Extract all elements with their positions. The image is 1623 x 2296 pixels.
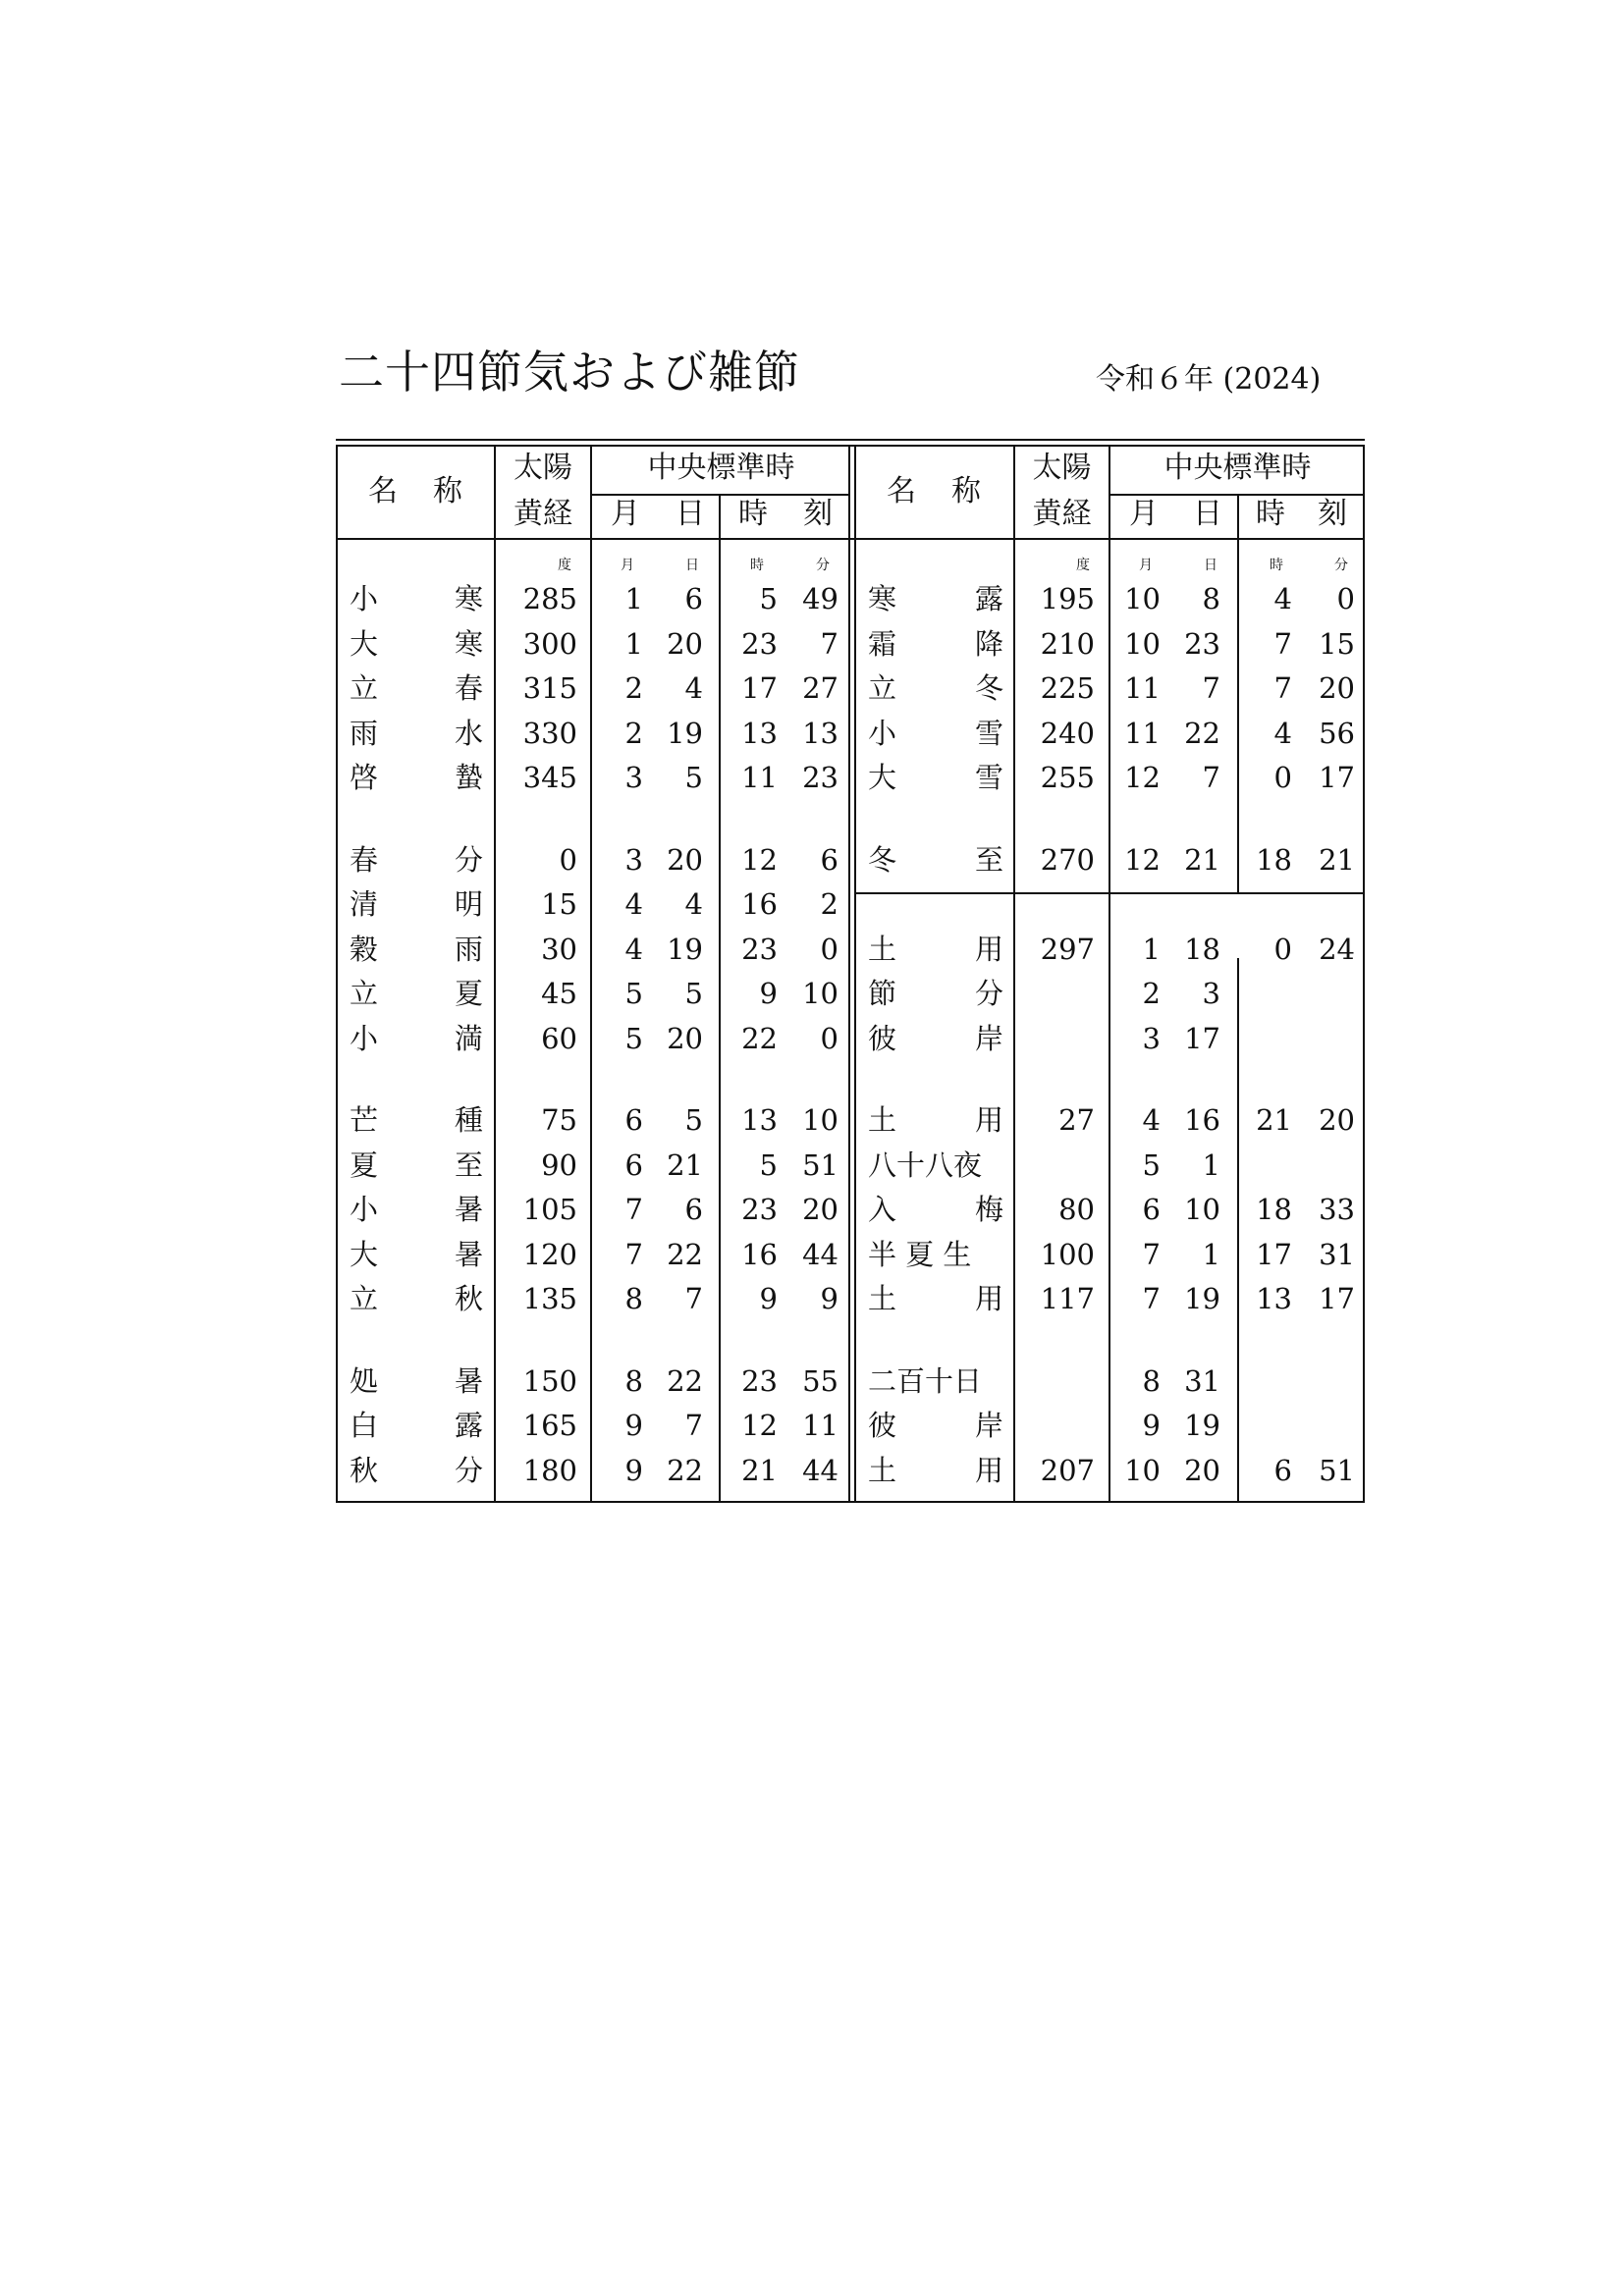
day-value: 20 [667, 1021, 703, 1055]
day-value: 1 [1202, 1148, 1220, 1182]
term-name-1: 寒 [868, 582, 897, 615]
day-value: 22 [1184, 716, 1220, 750]
term-name-1: 白 [350, 1409, 379, 1442]
solar-longitude: 240 [1040, 716, 1095, 750]
term-name-2: 至 [974, 842, 1003, 877]
term-name-1: 雨 [350, 716, 379, 750]
solar-longitude: 270 [1040, 842, 1095, 877]
day-value: 7 [684, 1282, 703, 1315]
minute-value: 51 [802, 1148, 839, 1182]
hour-value [1240, 1022, 1292, 1055]
term-name-1: 入 [868, 1193, 897, 1226]
col-rule [1013, 447, 1015, 1503]
day-value: 5 [684, 761, 703, 794]
day-value: 19 [1184, 1282, 1220, 1315]
term-name-1: 立 [868, 671, 897, 705]
month-value: 12 [1124, 842, 1161, 877]
term-name-2: 暑 [454, 1193, 483, 1226]
solar-longitude [1019, 977, 1095, 1010]
minute-value: 7 [820, 626, 839, 661]
center-double-rule [854, 447, 856, 1503]
month-value: 8 [624, 1363, 643, 1398]
month-value: 2 [624, 716, 643, 750]
term-name-2: 雪 [974, 761, 1003, 794]
day-value: 19 [1184, 1409, 1220, 1442]
page-title: 二十四節気および雑節 [339, 346, 800, 399]
solar-longitude [1019, 1364, 1095, 1398]
solar-longitude: 207 [1040, 1453, 1095, 1487]
minute-value: 55 [802, 1363, 839, 1398]
unit-hour: 時 [1270, 558, 1283, 573]
day-value: 7 [684, 1409, 703, 1442]
minute-value [1299, 1364, 1355, 1398]
term-name-1: 秋 [350, 1453, 379, 1487]
day-value: 8 [1202, 582, 1220, 615]
minute-value: 20 [802, 1193, 839, 1226]
solar-longitude: 210 [1040, 626, 1095, 661]
month-value: 3 [624, 761, 643, 794]
minute-value: 17 [1319, 761, 1355, 794]
term-name-2: 梅 [974, 1193, 1003, 1226]
term-name-1: 芒 [350, 1103, 379, 1137]
month-value: 9 [1142, 1409, 1161, 1442]
minute-value: 44 [802, 1237, 839, 1271]
term-name-1: 小 [350, 1193, 379, 1226]
term-name-1: 土 [868, 1282, 897, 1315]
month-value: 5 [1142, 1148, 1161, 1182]
term-name-1: 穀 [350, 932, 379, 966]
solar-longitude: 15 [541, 887, 577, 921]
table-bottom-rule [336, 1501, 1365, 1503]
minute-value: 31 [1319, 1237, 1355, 1271]
term-name-2: 水 [454, 716, 483, 750]
month-value: 7 [1142, 1237, 1161, 1271]
solar-longitude: 285 [522, 582, 577, 615]
minute-value [1299, 1148, 1355, 1182]
month-value: 6 [1142, 1193, 1161, 1226]
day-value: 4 [684, 671, 703, 705]
month-value: 1 [1142, 932, 1161, 966]
month-value: 5 [624, 977, 643, 1010]
day-value: 20 [667, 626, 703, 661]
minute-value: 17 [1319, 1282, 1355, 1315]
month-value: 7 [624, 1237, 643, 1271]
term-name-1: 土 [868, 932, 897, 966]
header-cst: 中央標準時 [1163, 451, 1312, 485]
term-name-1: 大 [350, 1237, 379, 1271]
solar-longitude [1019, 1022, 1095, 1055]
header-month: 月 [611, 497, 640, 531]
hour-value: 12 [741, 1409, 778, 1442]
day-value: 17 [1184, 1021, 1220, 1055]
day-value: 1 [1202, 1237, 1220, 1271]
term-name-2: 春 [454, 671, 483, 705]
hour-value: 23 [741, 1363, 778, 1398]
unit-day: 日 [1204, 558, 1217, 573]
minute-value: 23 [802, 761, 839, 794]
unit-month: 月 [1139, 558, 1153, 573]
day-value: 19 [667, 932, 703, 966]
minute-value: 20 [1319, 1103, 1355, 1137]
month-value: 8 [1142, 1363, 1161, 1398]
term-name-1: 土 [868, 1103, 897, 1137]
hour-value: 18 [1256, 1193, 1292, 1226]
day-value: 6 [684, 582, 703, 615]
table-top-rule-inner [336, 445, 1365, 447]
term-name-2: 用 [974, 1453, 1003, 1487]
month-value: 1 [624, 582, 643, 615]
month-value: 5 [624, 1021, 643, 1055]
hour-value: 23 [741, 932, 778, 966]
day-value: 10 [1184, 1193, 1220, 1226]
term-name-1: 春 [350, 842, 379, 877]
hour-value [1240, 1148, 1292, 1182]
term-name-1: 立 [350, 977, 379, 1010]
minute-value: 6 [820, 842, 839, 877]
day-value: 20 [667, 842, 703, 877]
year-label: 令和６年 (2024) [1096, 362, 1322, 397]
term-name-1: 啓 [350, 761, 379, 794]
month-value: 2 [1142, 977, 1161, 1010]
hour-value: 13 [1256, 1282, 1292, 1315]
month-value: 4 [1142, 1103, 1161, 1137]
unit-day: 日 [685, 558, 699, 573]
hour-value [1240, 1364, 1292, 1398]
term-name-1: 彼 [868, 1021, 897, 1055]
day-value: 22 [667, 1363, 703, 1398]
solar-longitude: 120 [522, 1237, 577, 1271]
month-value: 1 [624, 626, 643, 661]
col-rule [590, 447, 592, 1503]
term-name-1: 小 [350, 1021, 379, 1055]
hour-value: 4 [1273, 582, 1292, 615]
term-name-2: 冬 [974, 671, 1003, 705]
minute-value: 11 [802, 1409, 839, 1442]
day-value: 21 [1184, 842, 1220, 877]
header-bottom-rule [336, 538, 1365, 540]
hour-value: 5 [759, 1148, 778, 1182]
month-value: 6 [624, 1103, 643, 1137]
solar-longitude: 100 [1040, 1237, 1095, 1271]
day-value: 23 [1184, 626, 1220, 661]
col-rule [719, 494, 721, 1503]
unit-hour: 時 [750, 558, 764, 573]
day-value: 16 [1184, 1103, 1220, 1137]
minute-value: 51 [1319, 1453, 1355, 1487]
month-value: 4 [624, 887, 643, 921]
term-name-2: 露 [454, 1409, 483, 1442]
solar-longitude: 297 [1040, 932, 1095, 966]
header-name-1: 名 [887, 474, 916, 508]
solar-longitude: 165 [522, 1409, 577, 1442]
unit-minute: 分 [816, 558, 830, 573]
minute-value: 24 [1319, 932, 1355, 966]
solar-longitude: 117 [1040, 1282, 1095, 1315]
term-name-2 [954, 1148, 1003, 1182]
day-value: 21 [667, 1148, 703, 1182]
day-value: 22 [667, 1237, 703, 1271]
term-name-2: 用 [974, 1282, 1003, 1315]
header-sun-1: 太陽 [1032, 451, 1092, 485]
hour-value: 17 [741, 671, 778, 705]
month-value: 10 [1124, 626, 1161, 661]
minute-value: 33 [1319, 1193, 1355, 1226]
term-name-2: 種 [454, 1103, 483, 1137]
term-name-2: 至 [454, 1148, 483, 1182]
unit-minute: 分 [1334, 558, 1348, 573]
minute-value: 27 [802, 671, 839, 705]
solar-longitude: 150 [522, 1363, 577, 1398]
month-value: 8 [624, 1282, 643, 1315]
hour-value: 9 [759, 1282, 778, 1315]
term-name-2: 蟄 [454, 761, 483, 794]
term-name-2: 雨 [454, 932, 483, 966]
hour-value: 12 [741, 842, 778, 877]
header-name-2: 称 [951, 474, 981, 508]
month-value: 9 [624, 1453, 643, 1487]
term-name-2: 雪 [974, 716, 1003, 750]
solar-longitude: 195 [1040, 582, 1095, 615]
cst-subheader-rule-left [591, 494, 850, 496]
day-value: 3 [1202, 977, 1220, 1010]
term-name-1: 大 [868, 761, 897, 794]
table-left-border [336, 447, 338, 1503]
term-name-2: 寒 [454, 626, 483, 661]
hour-value [1240, 977, 1292, 1010]
solar-longitude: 30 [541, 932, 577, 966]
hour-value: 21 [1256, 1103, 1292, 1137]
month-value: 11 [1124, 671, 1161, 705]
center-double-rule [848, 447, 850, 1503]
minute-value: 49 [802, 582, 839, 615]
minute-value: 21 [1319, 842, 1355, 877]
day-value: 4 [684, 887, 703, 921]
day-value: 5 [684, 977, 703, 1010]
term-name-1: 処 [350, 1363, 379, 1398]
minute-value: 0 [1336, 582, 1355, 615]
month-value: 3 [1142, 1021, 1161, 1055]
term-name-2: 用 [974, 1103, 1003, 1137]
minute-value [1299, 977, 1355, 1010]
header-cst: 中央標準時 [647, 451, 795, 485]
term-name-1: 冬 [868, 842, 897, 877]
month-value: 11 [1124, 716, 1161, 750]
solar-longitude: 255 [1040, 761, 1095, 794]
minute-value: 0 [820, 1021, 839, 1055]
hour-value: 13 [741, 716, 778, 750]
term-name-1: 清 [350, 887, 379, 921]
hour-value: 6 [1273, 1453, 1292, 1487]
unit-degree: 度 [1076, 558, 1090, 573]
hour-value: 17 [1256, 1237, 1292, 1271]
day-value: 19 [667, 716, 703, 750]
minute-value: 15 [1319, 626, 1355, 661]
term-name-1: 節 [868, 977, 897, 1010]
solar-longitude: 330 [522, 716, 577, 750]
solar-longitude: 60 [541, 1021, 577, 1055]
day-value: 6 [684, 1193, 703, 1226]
day-value: 5 [684, 1103, 703, 1137]
month-value: 3 [624, 842, 643, 877]
hour-value: 16 [741, 887, 778, 921]
term-name-1: 立 [350, 1282, 379, 1315]
minute-value: 9 [820, 1282, 839, 1315]
day-value: 7 [1202, 671, 1220, 705]
term-name-1: 小 [868, 716, 897, 750]
col-rule [1237, 958, 1239, 1503]
term-name-1: 霜 [868, 626, 897, 661]
minute-value: 0 [820, 932, 839, 966]
solar-longitude: 75 [541, 1103, 577, 1137]
day-value: 20 [1184, 1453, 1220, 1487]
term-name-2 [954, 1238, 1003, 1271]
header-minute: 刻 [803, 497, 833, 531]
term-name-2: 暑 [454, 1363, 483, 1398]
month-value: 12 [1124, 761, 1161, 794]
term-name-2: 岸 [974, 1021, 1003, 1055]
hour-value: 16 [741, 1237, 778, 1271]
term-name-2: 降 [974, 626, 1003, 661]
header-hour: 時 [1256, 497, 1285, 531]
hour-value: 7 [1273, 626, 1292, 661]
hour-value: 9 [759, 977, 778, 1010]
term-name-2: 寒 [454, 582, 483, 615]
month-value: 6 [624, 1148, 643, 1182]
header-day: 日 [676, 497, 705, 531]
hour-value: 18 [1256, 842, 1292, 877]
term-name-2 [954, 1364, 1003, 1398]
hour-value: 5 [759, 582, 778, 615]
term-name-2: 分 [454, 1453, 483, 1487]
col-rule [1237, 494, 1239, 894]
solar-longitude: 135 [522, 1282, 577, 1315]
term-name-2: 用 [974, 932, 1003, 966]
hour-value: 21 [741, 1453, 778, 1487]
term-name-1: 夏 [350, 1148, 379, 1182]
col-rule [1109, 447, 1110, 1503]
term-name-1: 小 [350, 582, 379, 615]
solar-longitude: 45 [541, 977, 577, 1010]
header-day: 日 [1193, 497, 1222, 531]
day-value: 18 [1184, 932, 1220, 966]
hour-value: 7 [1273, 671, 1292, 705]
hour-value [1240, 1409, 1292, 1442]
minute-value: 56 [1319, 716, 1355, 750]
day-value: 31 [1184, 1363, 1220, 1398]
unit-degree: 度 [558, 558, 571, 573]
table-top-rule-outer [336, 439, 1365, 441]
minute-value: 13 [802, 716, 839, 750]
month-value: 10 [1124, 1453, 1161, 1487]
solar-terms-table [336, 439, 1365, 1503]
solar-longitude: 90 [541, 1148, 577, 1182]
minute-value [1299, 1409, 1355, 1442]
hour-value: 13 [741, 1103, 778, 1137]
header-sun-2: 黄経 [1032, 497, 1092, 531]
header-name-2: 称 [433, 474, 462, 508]
term-name-2: 夏 [454, 977, 483, 1010]
minute-value: 20 [1319, 671, 1355, 705]
term-name-1: 大 [350, 626, 379, 661]
hour-value: 0 [1273, 932, 1292, 966]
solar-longitude: 80 [1058, 1193, 1095, 1226]
hour-value: 11 [741, 761, 778, 794]
unit-month: 月 [621, 558, 634, 573]
solar-longitude [1019, 1409, 1095, 1442]
hour-value: 0 [1273, 761, 1292, 794]
term-name-1: 土 [868, 1453, 897, 1487]
month-value: 7 [624, 1193, 643, 1226]
month-value: 7 [1142, 1282, 1161, 1315]
solar-longitude: 315 [522, 671, 577, 705]
term-name-2: 秋 [454, 1282, 483, 1315]
month-value: 2 [624, 671, 643, 705]
solar-longitude: 105 [522, 1193, 577, 1226]
term-name-2: 明 [454, 887, 483, 921]
header-sun-2: 黄経 [514, 497, 572, 531]
minute-value: 44 [802, 1453, 839, 1487]
term-name-1: 半 夏 生 [868, 1237, 972, 1271]
col-rule [494, 447, 496, 1503]
term-name-2: 分 [974, 977, 1003, 1010]
solar-longitude: 180 [522, 1453, 577, 1487]
minute-value: 2 [820, 887, 839, 921]
term-name-2: 岸 [974, 1409, 1003, 1442]
solar-longitude: 225 [1040, 671, 1095, 705]
term-name-2: 分 [454, 842, 483, 877]
solar-longitude: 345 [522, 761, 577, 794]
hour-value: 23 [741, 1193, 778, 1226]
minute-value: 10 [802, 977, 839, 1010]
header-name-1: 名 [368, 474, 398, 508]
solar-longitude [1019, 1148, 1095, 1182]
hour-value: 4 [1273, 716, 1292, 750]
solar-longitude: 0 [559, 842, 577, 877]
table-right-border [1363, 447, 1365, 1503]
term-name-1: 彼 [868, 1409, 897, 1442]
term-name-2: 露 [974, 582, 1003, 615]
header-hour: 時 [738, 497, 768, 531]
minute-value [1299, 1022, 1355, 1055]
header-sun-1: 太陽 [514, 451, 572, 485]
solar-longitude: 27 [1058, 1103, 1095, 1137]
month-value: 9 [624, 1409, 643, 1442]
day-value: 22 [667, 1453, 703, 1487]
term-name-2: 満 [454, 1021, 483, 1055]
minute-value: 10 [802, 1103, 839, 1137]
term-name-1: 八十八夜 [868, 1148, 983, 1182]
header-month: 月 [1129, 497, 1159, 531]
solar-longitude: 300 [522, 626, 577, 661]
term-name-2: 暑 [454, 1237, 483, 1271]
header-minute: 刻 [1318, 497, 1347, 531]
day-value: 7 [1202, 761, 1220, 794]
month-value: 10 [1124, 582, 1161, 615]
month-value: 4 [624, 932, 643, 966]
term-name-1: 二百十日 [868, 1363, 983, 1398]
term-name-1: 立 [350, 671, 379, 705]
hour-value: 22 [741, 1021, 778, 1055]
hour-value: 23 [741, 626, 778, 661]
